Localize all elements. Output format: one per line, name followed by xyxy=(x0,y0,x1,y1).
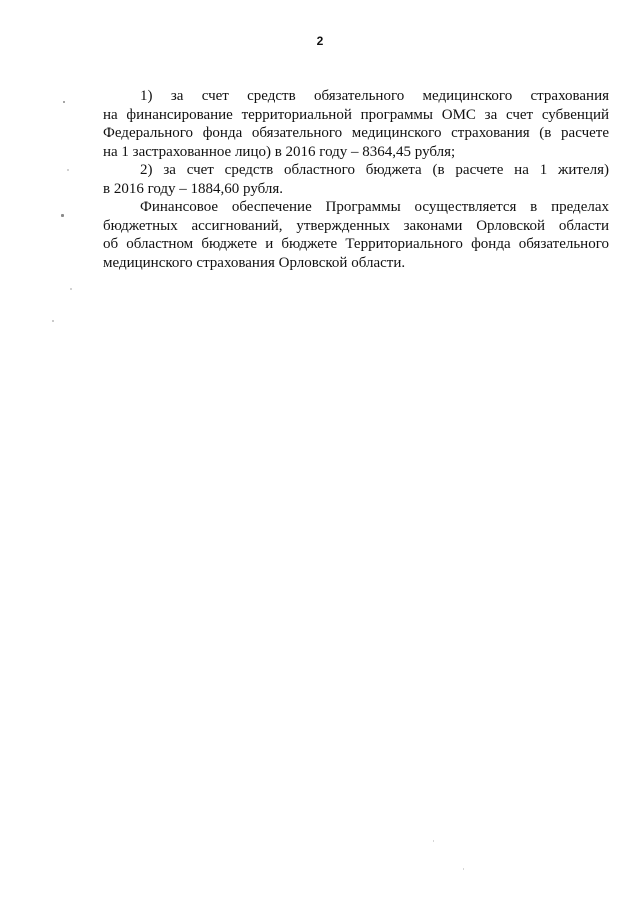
scan-speck xyxy=(52,320,54,322)
text-line: Финансовое обеспечение Программы осуществляется в пределах xyxy=(140,199,609,215)
document-body xyxy=(103,87,609,272)
paragraph-financing xyxy=(103,198,609,272)
scan-speck xyxy=(63,101,65,103)
page-number: 2 xyxy=(316,34,324,48)
text-line: на 1 застрахованное лицо) в 2016 году – 8364,45 рубля; xyxy=(103,143,456,160)
scan-speck xyxy=(70,288,72,290)
text-line: 1) за счет средств обязательного медицинского страхования xyxy=(140,88,609,104)
text-line: бюджетных ассигнований, утвержденных законами Орловской области xyxy=(103,217,609,234)
text-line: об областном бюджете и бюджете Территориального фонда обязательного xyxy=(103,236,609,252)
scan-speck xyxy=(61,214,64,217)
paragraph-item-1 xyxy=(103,87,609,161)
scan-speck xyxy=(433,840,434,842)
text-line: на финансирование территориальной программы ОМС за счет субвенций xyxy=(103,106,609,123)
scan-speck xyxy=(67,169,69,171)
text-line: медицинского страхования Орловской области. xyxy=(103,254,406,271)
text-line: Федерального фонда обязательного медицинского страхования (в расчете xyxy=(103,125,609,141)
paragraph-item-2 xyxy=(103,161,609,198)
text-line: 2) за счет средств областного бюджета (в расчете на 1 жителя) xyxy=(140,162,609,178)
text-line: в 2016 году – 1884,60 рубля. xyxy=(103,180,284,197)
scan-speck xyxy=(463,868,464,870)
